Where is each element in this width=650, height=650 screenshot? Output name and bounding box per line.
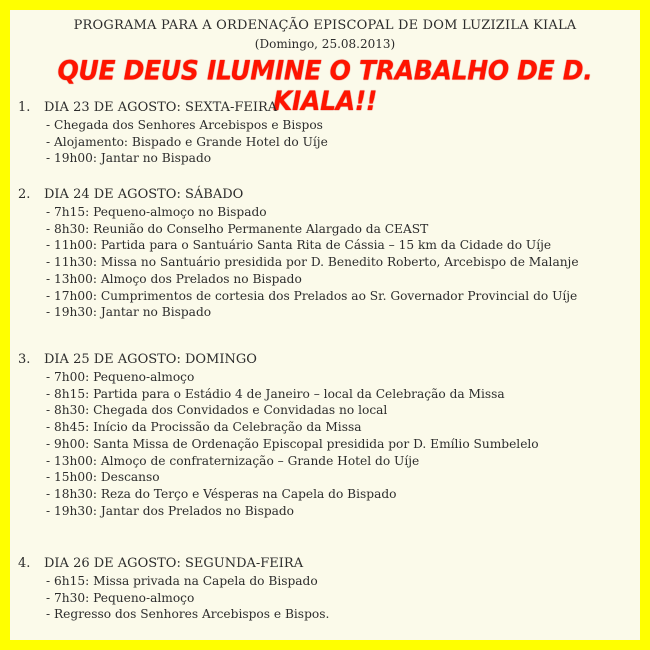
section-title: DIA 25 DE AGOSTO: DOMINGO (44, 352, 257, 367)
schedule-item: - 11h30: Missa no Santuário presidida por D. Benedito Roberto, Arcebispo de Malanje (46, 255, 579, 270)
schedule-item: - 19h30: Jantar no Bispado (46, 305, 212, 320)
section-number: 2. (18, 187, 31, 202)
schedule-item: - 18h30: Reza do Terço e Vésperas na Capela do Bispado (46, 486, 397, 501)
schedule-item: - 7h15: Pequeno-almoço no Bispado (46, 205, 267, 219)
schedule-item: - 8h30: Chegada dos Convidados e Convidadas no local (46, 403, 388, 418)
banner-caption: QUE DEUS ILUMINE O TRABALHO DE D. KIALA!! (57, 55, 593, 117)
schedule-item: - 9h00: Santa Missa de Ordenação Episcopal presidida por D. Emílio Sumbelelo (46, 436, 539, 451)
section-day-25 (18, 350, 634, 519)
schedule-item: - 17h00: Cumprimentos de cortesia dos Prelados ao Sr. Governador Provincial do Uíje (46, 288, 578, 303)
schedule-item: - 7h00: Pequeno-almoço (46, 370, 195, 384)
section-day-23 (18, 98, 634, 167)
section-heading (18, 98, 634, 117)
schedule-item: - 8h15: Partida para o Estádio 4 de Janeiro – local da Celebração da Missa (46, 386, 505, 401)
schedule-item: - Regresso dos Senhores Arcebispos e Bispos. (46, 607, 330, 622)
section-heading (18, 185, 634, 204)
schedule-item: - 13h00: Almoço dos Prelados no Bispado (46, 271, 302, 286)
schedule-item: - 8h30: Reunião do Conselho Permanente Alargado da CEAST (46, 221, 429, 236)
schedule-item: - 8h45: Início da Procissão da Celebração da Missa (46, 420, 362, 435)
section-number: 4. (18, 556, 31, 571)
section-heading (18, 350, 634, 369)
document-page (10, 10, 640, 640)
schedule-item: - 19h30: Jantar dos Prelados no Bispado (46, 503, 295, 518)
schedule-item: - 11h00: Partida para o Santuário Santa Rita de Cássia – 15 km da Cidade do Uíje (46, 238, 552, 253)
section-heading (18, 554, 634, 573)
section-title: DIA 23 DE AGOSTO: SEXTA-FEIRA (44, 100, 278, 115)
section-number: 1. (18, 100, 31, 115)
schedule-item: - 13h00: Almoço de confraternização – Grande Hotel do Uíje (46, 453, 420, 468)
schedule-item: - 15h00: Descanso (46, 470, 160, 485)
schedule-item: - 7h30: Pequeno-almoço (46, 590, 195, 605)
schedule-item: - 6h15: Missa privada na Capela do Bispado (46, 574, 318, 588)
section-title: DIA 26 DE AGOSTO: SEGUNDA-FEIRA (44, 556, 304, 571)
schedule-item: - Alojamento: Bispado e Grande Hotel do Uíje (46, 134, 328, 149)
schedule-item: - 19h00: Jantar no Bispado (46, 151, 212, 166)
document-title: PROGRAMA PARA A ORDENAÇÃO EPISCOPAL DE DOM LUZIZILA KIALA (73, 18, 577, 33)
section-title: DIA 24 DE AGOSTO: SÁBADO (44, 187, 244, 202)
section-day-26 (18, 554, 634, 623)
schedule-item: - Chegada dos Senhores Arcebispos e Bispos (46, 118, 323, 132)
section-number: 3. (18, 352, 31, 367)
document-subtitle: (Domingo, 25.08.2013) (254, 37, 396, 51)
section-day-24 (18, 185, 634, 321)
